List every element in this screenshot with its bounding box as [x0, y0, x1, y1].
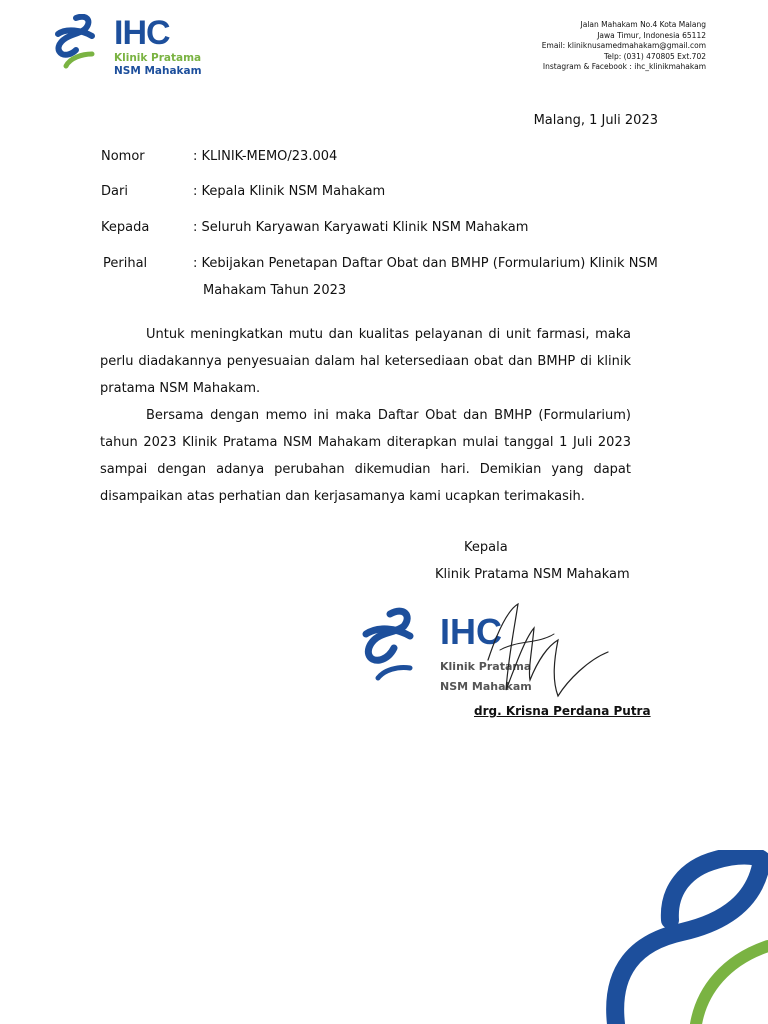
meta-value: : KLINIK-MEMO/23.004 [193, 149, 338, 164]
contact-info [542, 20, 706, 73]
signature-organization: Klinik Pratama NSM Mahakam [435, 567, 630, 582]
meta-value-continued: Mahakam Tahun 2023 [203, 283, 347, 298]
contact-social: Instagram & Facebook : ihc_klinikmahakam [542, 62, 706, 71]
place-date: Malang, 1 Juli 2023 [533, 113, 658, 128]
meta-label: Dari [101, 184, 128, 199]
meta-label: Kepada [101, 220, 150, 235]
letter-body [100, 321, 631, 510]
meta-value: : Seluruh Karyawan Karyawati Klinik NSM Mahakam [193, 220, 529, 235]
logo-subtitle-1: Klinik Pratama [114, 52, 202, 64]
signatory-name: drg. Krisna Perdana Putra [474, 704, 651, 718]
contact-address: Jalan Mahakam No.4 Kota Malang [580, 20, 706, 29]
paragraph-2: Bersama dengan memo ini maka Daftar Obat dan BMHP (Formularium) tahun 2023 Klinik Pratama NSM Mahakam diterapkan mulai tanggal 1 Juli 2023 sampai dengan adanya perubahan dikemudian hari. Demikian yang dapat disampaikan atas perhatian dan kerjasamanya kami ucapkan terimakasih. [100, 408, 631, 504]
ihc-logo-icon [52, 14, 98, 70]
contact-phone: Telp: (031) 470805 Ext.702 [603, 51, 706, 61]
meta-label: Nomor [101, 149, 145, 164]
paragraph-1: Untuk meningkatkan mutu dan kualitas pelayanan di unit farmasi, maka perlu diadakannya penyesuaian dalam hal ketersediaan obat dan BMHP di klinik pratama NSM Mahakam. [100, 327, 631, 396]
decorative-logo-icon [596, 850, 768, 1024]
svg-text:IHC: IHC [440, 611, 502, 652]
clinic-logo [52, 14, 202, 77]
signature-title: Kepala [464, 540, 508, 555]
meta-value: : Kepala Klinik NSM Mahakam [193, 184, 386, 199]
logo-subtitle-2: NSM Mahakam [114, 65, 202, 77]
svg-text:Klinik Pratama: Klinik Pratama [440, 660, 532, 673]
contact-region: Jawa Timur, Indonesia 65112 [597, 30, 706, 40]
contact-email: Email: kliniknusamedmahakam@gmail.com [541, 41, 706, 50]
stamp-with-signature [358, 600, 618, 704]
stamp-logo-icon [358, 600, 618, 704]
meta-label: Perihal [103, 256, 148, 271]
svg-text:NSM Mahakam: NSM Mahakam [440, 680, 532, 693]
logo-title: IHC [114, 14, 170, 52]
meta-value: : Kebijakan Penetapan Daftar Obat dan BMHP (Formularium) Klinik NSM [193, 256, 658, 271]
